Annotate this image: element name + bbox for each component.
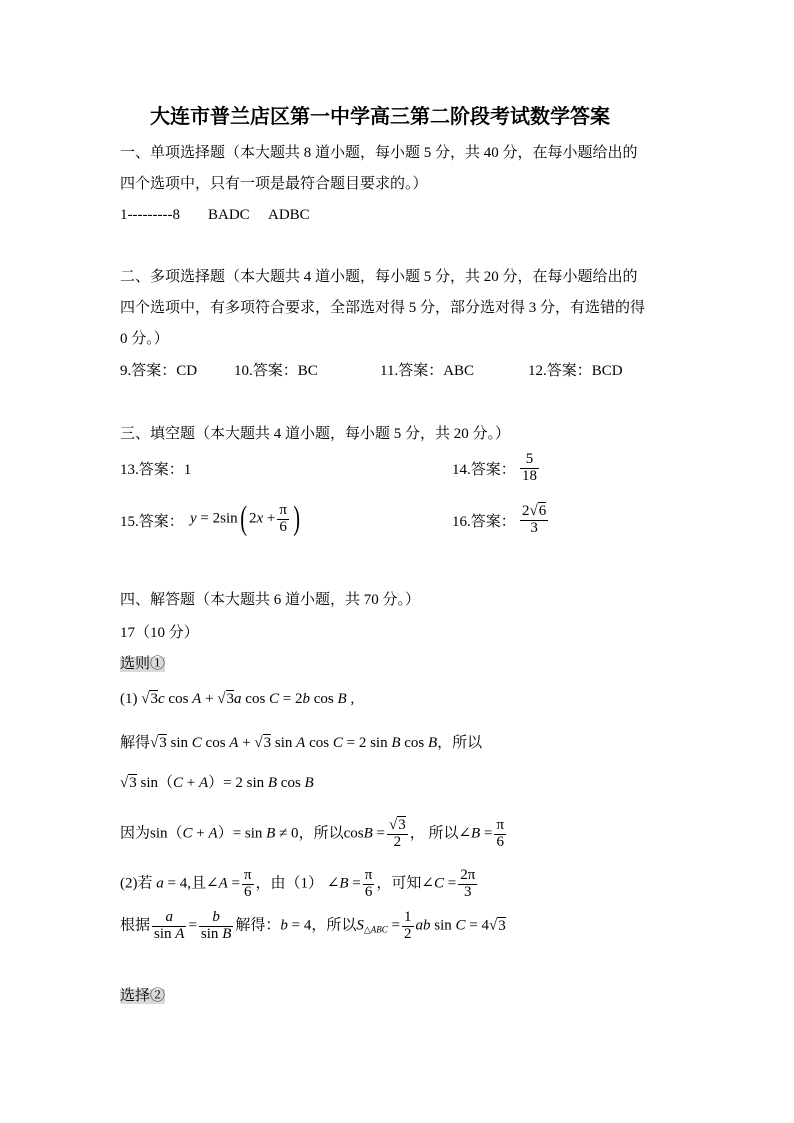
q17-part2: (2)若 a = 4,且∠A = $\frac{\pi}{6}$ ，由（1） ∠B = $\frac{\pi}{6}$ ，可知∠C = $\frac{2\pi}{3}$ [120,867,476,900]
answer-q13: 13.答案：1 [120,462,192,478]
answer-q14-label: 14.答案： [452,462,516,478]
section2-instructions-line3: 0 分。） [120,331,169,347]
choice-2-label: 选择② [120,988,166,1004]
q17-part1-given: (1) √3c cos A + √3a cos C = 2b cos B , [120,691,355,707]
page-title: 大连市普兰店区第一中学高三第二阶段考试数学答案 [150,104,610,128]
answer-q9: 9.答案：CD [120,363,198,379]
section1-answers-5-8: ADBC [268,207,310,223]
q17-step-identity: √3 sin（C + A）= 2 sin B cos B [120,775,314,791]
section4-heading: 四、解答题（本大题共 6 道小题，共 70 分。） [120,592,421,608]
answer-q16-label: 16.答案： [452,514,516,530]
q17-part2-area: 根据 $\frac{a}{\text{sin A}}$ = $\frac{b}{\text{sin B}}$ 解得：b = 4，所以$S_{\triangle ABC}$ = $\frac{1}{2}$ ab sin C = 4√3 [120,909,506,942]
answer-q15-formula: y = 2sin( 2x + $\frac{\pi}{6}$ ) [190,500,300,537]
q14-denominator: 18 [522,467,537,484]
answer-q16-fraction: $\frac{2√6}{3}$ [522,503,547,536]
q14-numerator: 5 [520,452,539,469]
answer-q10: 10.答案：BC [234,363,318,379]
answer-q15-label: 15.答案： [120,514,184,530]
section3-heading: 三、填空题（本大题共 4 道小题，每小题 5 分，共 20 分。） [120,426,511,442]
choice-1-label: 选则① [120,656,166,672]
q17-heading: 17（10 分） [120,625,199,641]
section1-instructions-line2: 四个选项中，只有一项是最符合题目要求的。） [120,176,428,192]
section1-range: 1---------8 [120,207,180,223]
answer-q12: 12.答案：BCD [528,363,623,379]
answer-q14-fraction [518,452,541,485]
q17-step-angle-b: 因为sin（C + A）= sin B ≠ 0，所以cosB = $\frac{√3}{2}$ ， 所以∠B = $\frac{\pi}{6}$ [120,817,505,850]
section1-answers-1-4: BADC [208,207,250,223]
q17-step-solve: 解得√3 sin C cos A + √3 sin A cos C = 2 sin B cos B，所以 [120,735,483,751]
section2-instructions-line1: 二、多项选择题（本大题共 4 道小题，每小题 5 分，共 20 分，在每小题给出的 [120,269,638,285]
section2-instructions-line2: 四个选项中，有多项符合要求，全部选对得 5 分，部分选对得 3 分，有选错的得 [120,300,646,316]
section1-instructions-line1: 一、单项选择题（本大题共 8 道小题，每小题 5 分，共 40 分，在每小题给出的 [120,145,638,161]
answer-q11: 11.答案：ABC [380,363,475,379]
